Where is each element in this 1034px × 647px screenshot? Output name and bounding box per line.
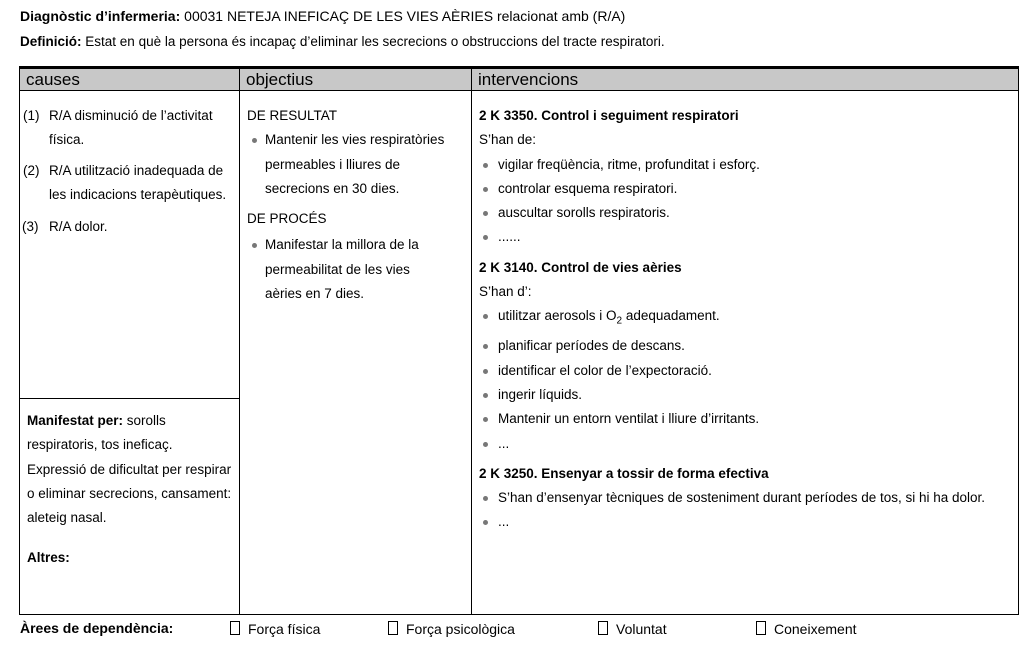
dependencia-label-text: Àrees de dependència: xyxy=(20,620,174,636)
intervention-title: 2 K 3250. Ensenyar a tossir de forma efectiva xyxy=(479,465,769,481)
diagnosis-text: 00031 NETEJA INEFICAÇ DE LES VIES AÈRIES relacionat amb (R/A) xyxy=(184,8,626,24)
table-left-border xyxy=(19,69,20,615)
checkbox-icon[interactable] xyxy=(230,621,240,635)
definition-text: Estat en què la persona és incapaç d’eliminar les secrecions o obstruccions del tracte respiratori. xyxy=(85,34,665,49)
intervention-item: Mantenir un entorn ventilat i lliure d’irritants. xyxy=(479,407,1009,431)
proces-item: Manifestar la millora de la permeabilitat de les vies aèries en 7 dies. xyxy=(247,233,447,306)
intervention-title: 2 K 3140. Control de vies aèries xyxy=(479,259,682,275)
intervention-item: identificar el color de l’expectoració. xyxy=(479,359,1009,383)
checkbox-icon[interactable] xyxy=(388,621,398,635)
intervention-intro: S’han de: xyxy=(479,132,537,148)
option-label: Força física xyxy=(248,621,321,637)
cause-item xyxy=(23,159,235,208)
proces-title: DE PROCÉS xyxy=(247,211,327,227)
oxygen-subscript: 2 xyxy=(616,316,623,328)
intervention-item: auscultar sorolls respiratoris. xyxy=(479,201,1009,225)
table-bottom-border xyxy=(19,614,1019,615)
intervencions-column xyxy=(479,104,1009,535)
option-label: Voluntat xyxy=(616,621,667,637)
column-divider-2 xyxy=(471,69,472,615)
intervention-intro: S’han d’: xyxy=(479,284,532,300)
aerosols-text-end: adequadament. xyxy=(622,308,720,324)
objectius-column xyxy=(247,104,447,306)
intervention-title: 2 K 3350. Control i seguiment respiratori xyxy=(479,108,739,123)
header-objectius: objectius xyxy=(240,69,471,91)
causes-divider xyxy=(19,398,240,399)
diagnosis-label: Diagnòstic d’infermeria: xyxy=(20,8,181,24)
dependencia-option[interactable] xyxy=(230,621,320,637)
dependencia-option[interactable] xyxy=(388,621,515,637)
cause-item xyxy=(23,215,235,239)
column-divider-1 xyxy=(239,69,240,615)
cause-text: R/A disminució de l’activitat física. xyxy=(49,108,213,148)
manifest-label: Manifestat per: xyxy=(27,413,124,428)
cause-number: (3) xyxy=(22,219,39,235)
intervention-item: ... xyxy=(479,432,1009,456)
table-right-border xyxy=(1018,69,1019,615)
header-causes: causes xyxy=(20,69,240,91)
intervention-item: planificar períodes de descans. xyxy=(479,334,1009,358)
manifest-block xyxy=(27,409,232,530)
dependencia-option[interactable] xyxy=(756,621,857,637)
altres-block xyxy=(27,546,70,570)
option-label: Força psicològica xyxy=(406,621,515,637)
causes-list xyxy=(23,104,235,239)
resultat-item: Mantenir les vies respiratòries permeables i lliures de secrecions en 30 dies. xyxy=(247,128,447,201)
intervention-item: ... xyxy=(479,510,1009,534)
diagnosis-line xyxy=(20,8,625,24)
cause-number: (1) xyxy=(23,108,40,123)
dependencia-label xyxy=(20,620,173,636)
intervention-item: S’han d’ensenyar tècniques de sosteniment durant períodes de tos, si hi ha dolor. xyxy=(479,486,1009,510)
option-label: Coneixement xyxy=(774,621,857,637)
intervention-item: controlar esquema respiratori. xyxy=(479,177,1009,201)
intervention-item xyxy=(479,304,1009,334)
checkbox-icon[interactable] xyxy=(598,621,608,635)
header-intervencions: intervencions xyxy=(472,69,1019,91)
manifest-text: sorolls respiratoris, tos ineficaç. Expressió de dificultat per respirar o eliminar secrecions, cansament: aleteig nasal. xyxy=(27,413,232,526)
aerosols-text: utilitzar aerosols i O xyxy=(498,308,617,324)
checkbox-icon[interactable] xyxy=(756,621,766,635)
cause-number: (2) xyxy=(23,162,40,178)
definition-line xyxy=(20,34,665,49)
intervention-item: ingerir líquids. xyxy=(479,383,1009,407)
definition-label: Definició: xyxy=(20,34,82,49)
altres-label: Altres: xyxy=(27,550,70,565)
intervention-item: ...... xyxy=(479,225,1009,249)
intervention-item: vigilar freqüència, ritme, profunditat i esforç. xyxy=(479,153,1009,177)
resultat-title: DE RESULTAT xyxy=(247,108,338,123)
cause-text: R/A utilització inadequada de les indicacions terapèutiques. xyxy=(49,162,227,202)
cause-text: R/A dolor. xyxy=(49,219,108,235)
cause-item xyxy=(23,104,235,153)
dependencia-option[interactable] xyxy=(598,621,667,637)
